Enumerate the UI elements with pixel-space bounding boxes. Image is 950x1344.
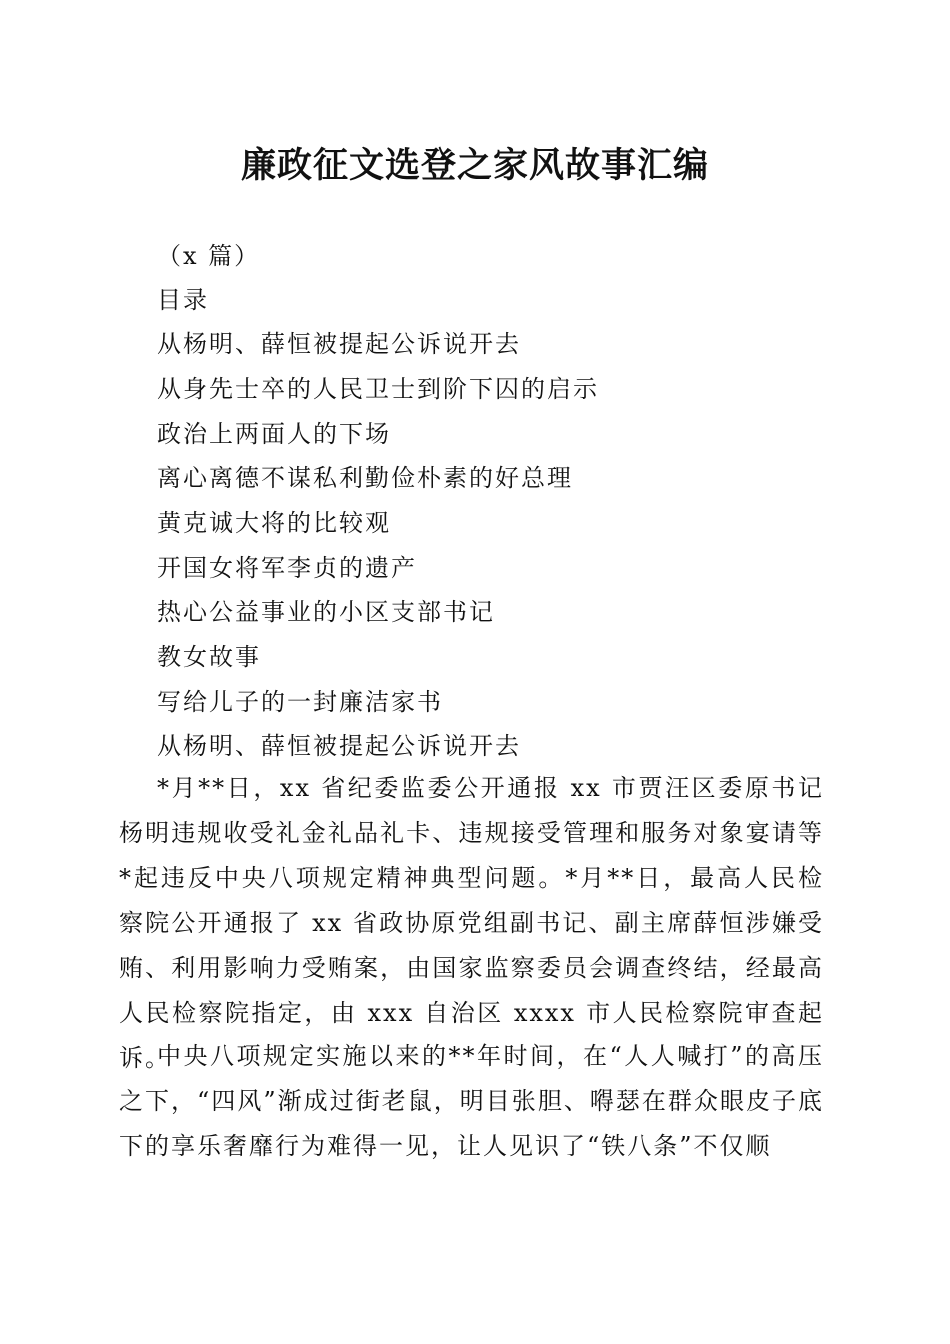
body-paragraph: 中央八项规定实施以来的**年时间，在“人人喊打”的高压之下，“四风”渐成过街老鼠，明目张胆、嘚瑟在群众眼皮子底下的享乐奢靡行为难得一见，让人见识了“铁八条”不仅顺 <box>119 1042 824 1160</box>
toc-item: 教女故事 <box>157 643 261 671</box>
count-note: （x 篇） <box>157 242 261 270</box>
toc-item: 写给儿子的一封廉洁家书 <box>157 688 443 716</box>
toc-item: 离心离德不谋私利勤俭朴素的好总理 <box>157 464 573 492</box>
toc-item: 开国女将军李贞的遗产 <box>157 554 417 582</box>
toc-item: 从杨明、薛恒被提起公诉说开去 <box>157 330 521 358</box>
toc-item: 黄克诚大将的比较观 <box>157 509 391 537</box>
body-paragraph: *月**日，xx 省纪委监委公开通报 xx 市贾汪区委原书记杨明违规收受礼金礼品礼卡、违规接受管理和服务对象宴请等*起违反中央八项规定精神典型问题。*月**日，最高人民检察院公开通报了 xx 省政协原党组副书记、副主席薛恒涉嫌受贿、利用影响力受贿案，由国家监察委员会调查终结，经最高人民检察院指定，由 xxx 自治区 xxxx 市人民检察院审查起诉。 <box>119 774 824 1072</box>
section-title: 从杨明、薛恒被提起公诉说开去 <box>157 732 521 760</box>
toc-item: 热心公益事业的小区支部书记 <box>157 598 495 626</box>
toc-heading: 目录 <box>157 286 209 314</box>
toc-item: 从身先士卒的人民卫士到阶下囚的启示 <box>157 375 599 403</box>
toc-item: 政治上两面人的下场 <box>157 420 391 448</box>
document-title: 廉政征文选登之家风故事汇编 <box>240 145 709 186</box>
